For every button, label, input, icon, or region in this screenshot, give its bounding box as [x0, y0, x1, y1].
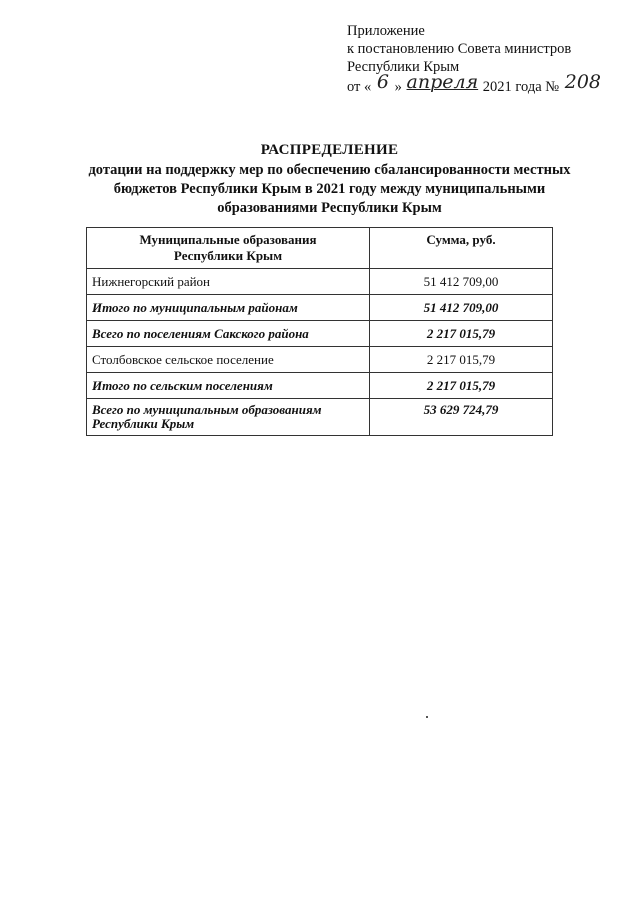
handwritten-number: 208: [564, 71, 601, 93]
scan-speck: [426, 716, 428, 718]
row-sum: 2 217 015,79: [370, 347, 553, 373]
row-name: Столбовское сельское поселение: [87, 347, 370, 373]
row-name: Итого по сельским поселениям: [87, 373, 370, 399]
appendix-date-line: [347, 71, 601, 96]
row-sum: 2 217 015,79: [370, 373, 553, 399]
row-name: Всего по муниципальным образованиям Республики Крым: [87, 399, 370, 436]
row-sum: 51 412 709,00: [370, 295, 553, 321]
date-close-quote: »: [394, 79, 402, 95]
row-sum: 2 217 015,79: [370, 321, 553, 347]
appendix-title: Приложение: [347, 23, 425, 39]
header-sum: Сумма, руб.: [370, 228, 553, 269]
date-prefix: от «: [347, 79, 372, 95]
handwritten-day: 6: [376, 71, 389, 93]
row-name: Нижнегорский район: [87, 269, 370, 295]
table-row: [87, 347, 553, 373]
row-sum: 53 629 724,79: [370, 399, 553, 436]
table-row-total: [87, 399, 553, 436]
document-title: РАСПРЕДЕЛЕНИЕ: [260, 142, 399, 158]
table-row: [87, 321, 553, 347]
handwritten-month: апреля: [406, 71, 479, 93]
table-row: [87, 269, 553, 295]
document-subtitle: дотации на поддержку мер по обеспечению сбалансированности местных бюджетов Республики Крым в 2021 году между муниципальными образованиями Республики Крым: [88, 162, 571, 216]
row-sum: 51 412 709,00: [370, 269, 553, 295]
header-municipalities: Муниципальные образования Республики Крым: [87, 228, 370, 269]
table-header-row: [87, 228, 553, 269]
distribution-table: [86, 227, 553, 436]
appendix-block: [347, 22, 601, 96]
table-row: [87, 295, 553, 321]
appendix-republic: Республики Крым: [347, 59, 460, 75]
table-row: [87, 373, 553, 399]
appendix-decree: к постановлению Совета министров: [347, 41, 572, 57]
year-text: 2021 года №: [482, 79, 560, 95]
row-name: Всего по поселениям Сакского района: [87, 321, 370, 347]
row-name: Итого по муниципальным районам: [87, 295, 370, 321]
